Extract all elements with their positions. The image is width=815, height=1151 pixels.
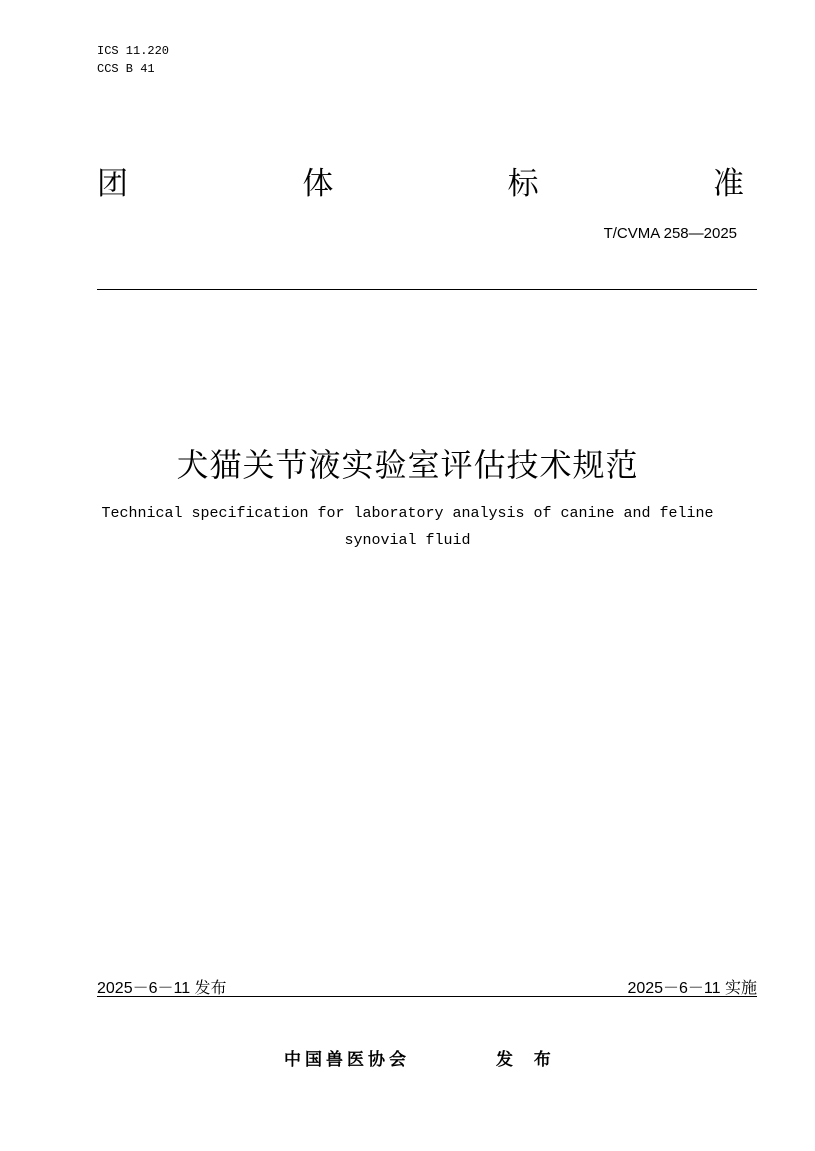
- publish-label: 发 布: [496, 1050, 559, 1069]
- dates-row: [97, 975, 757, 997]
- implementation-date: 2025－6－11 实施: [627, 980, 757, 997]
- heading-char-1: 团: [97, 165, 128, 201]
- chinese-title: 犬猫关节液实验室评估技术规范: [176, 447, 639, 483]
- english-title-line-1: Technical specification for laboratory analysis of canine and feline: [101, 505, 714, 522]
- heading-char-4: 准: [712, 165, 744, 201]
- publisher-name: 中国兽医协会: [284, 1050, 410, 1069]
- heading-char-2: 体: [302, 165, 334, 201]
- issue-date: 2025－6－11 发布: [97, 980, 227, 997]
- top-divider: [97, 289, 757, 290]
- english-title-line-2: synovial fluid: [344, 532, 471, 549]
- heading-char-3: 标: [507, 165, 539, 201]
- standard-type-heading: [97, 160, 744, 200]
- bottom-divider: [97, 996, 757, 997]
- standard-number: T/CVMA 258—2025: [603, 225, 737, 242]
- ccs-code: CCS B 41: [97, 62, 155, 76]
- classification-codes: [97, 42, 169, 78]
- english-title: [0, 500, 815, 554]
- ics-code: ICS 11.220: [97, 44, 170, 58]
